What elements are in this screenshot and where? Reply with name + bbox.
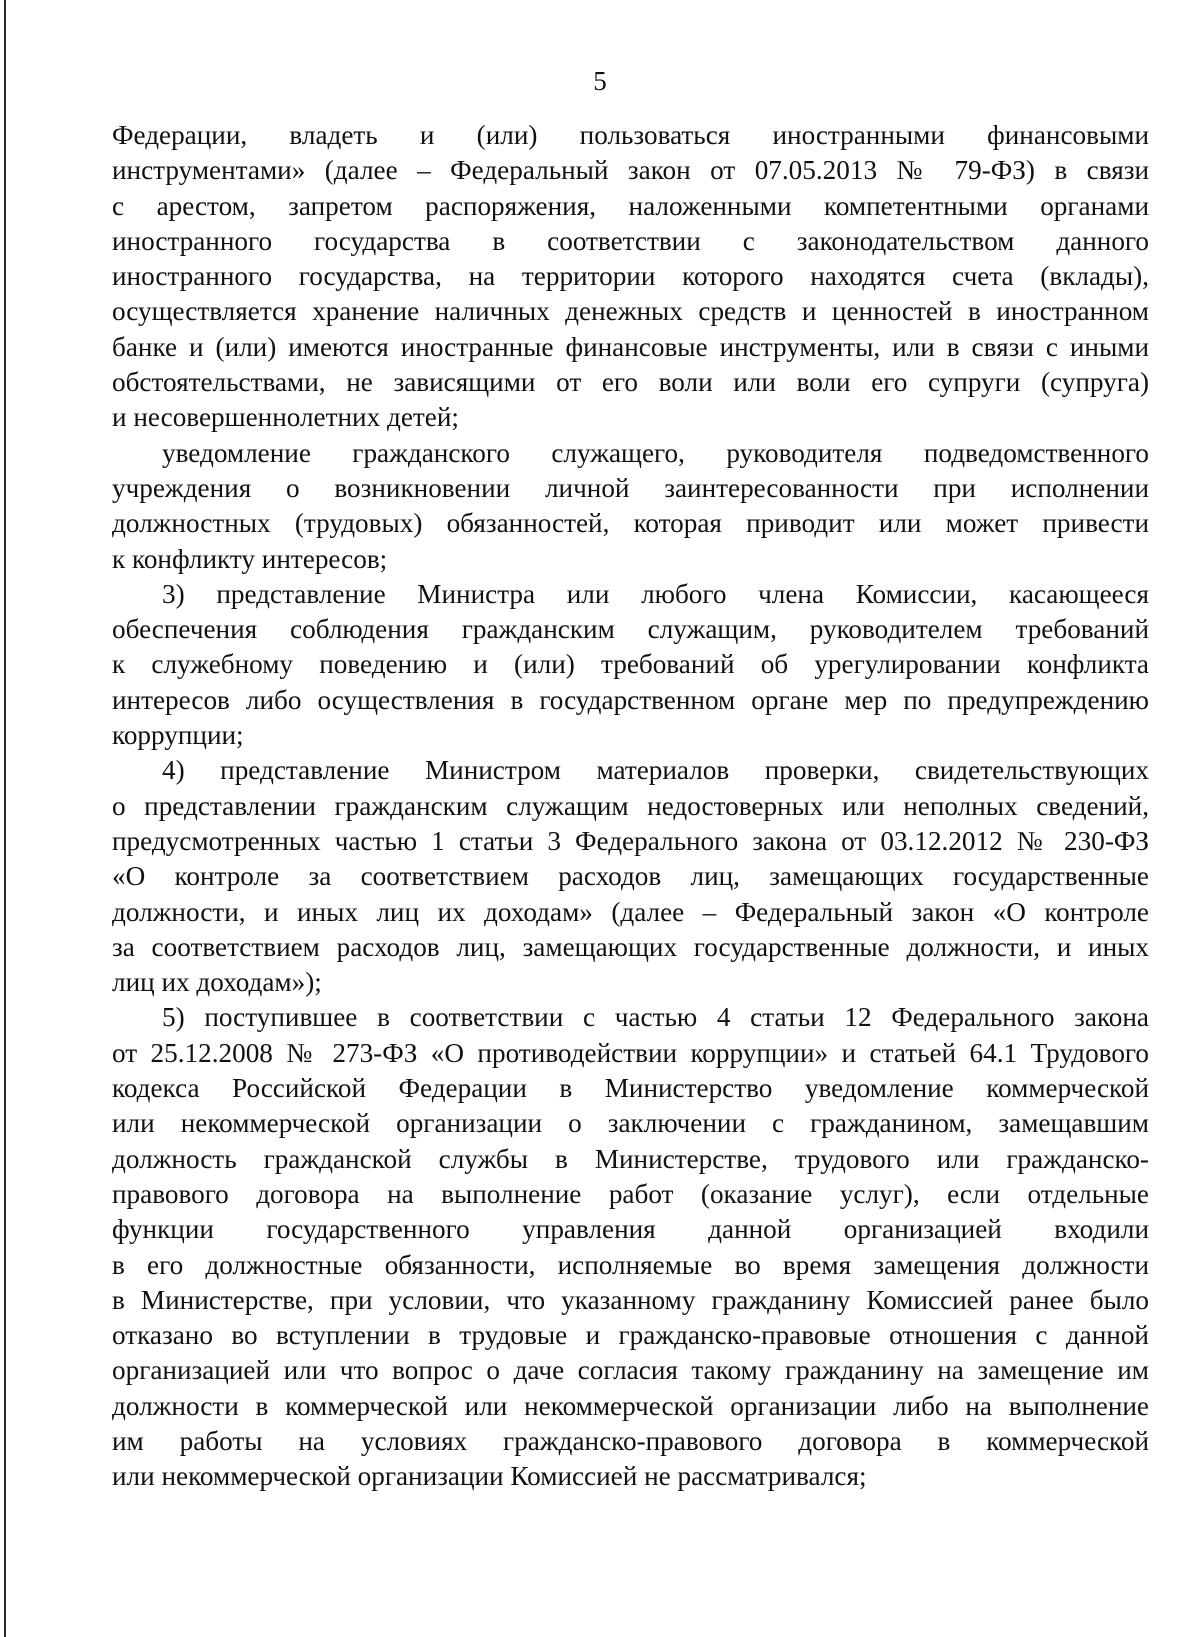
text-line: банке и (или) имеются иностранные финансовые инструменты, или в связи с иными [112,331,1149,362]
document-body [112,118,1149,1495]
text-line: осуществляется хранение наличных денежных средств и ценностей в иностранном [112,296,1149,327]
text-line: Федерации, владеть и (или) пользоваться иностранными финансовыми [112,120,1149,150]
text-line: или некоммерческой организации Комиссией не рассматривался; [112,1461,867,1492]
text-line: им работы на условиях гражданско-правового договора в коммерческой [112,1425,1149,1456]
text-line: должность гражданской службы в Министерстве, трудового или гражданско- [112,1143,1149,1174]
paragraph-notification [112,436,1149,577]
text-line: к конфликту интересов; [112,543,388,574]
text-line: от 25.12.2008 № 273-ФЗ «О противодействии коррупции» и статьей 64.1 Трудового [112,1037,1149,1068]
paragraph-item-3 [112,577,1149,753]
text-line: учреждения о возникновении личной заинтересованности при исполнении [112,472,1149,503]
text-line: должности в коммерческой или некоммерческой организации либо на выполнение [112,1390,1149,1421]
text-line: к служебному поведению и (или) требований об урегулировании конфликта [112,649,1149,680]
text-line: организацией или что вопрос о даче согласия такому гражданину на замещение им [112,1355,1149,1386]
text-line: лиц их доходам»); [112,967,322,998]
text-line: о представлении гражданским служащим недостоверных или неполных сведений, [112,790,1149,821]
text-line: интересов либо осуществления в государственном органе мер по предупреждению [112,684,1149,715]
scan-edge-line [4,0,6,1637]
page-number: 5 [593,66,607,96]
text-line: правового договора на выполнение работ (оказание услуг), если отдельные [112,1178,1149,1209]
text-line: обстоятельствами, не зависящими от его воли или воли его супруги (супруга) [112,367,1149,398]
text-line: иностранного государства, на территории которого находятся счета (вклады), [112,261,1149,292]
text-line: 4) представление Министром материалов проверки, свидетельствующих [162,755,1149,786]
text-line: предусмотренных частью 1 статьи 3 Федерального закона от 03.12.2012 № 230-ФЗ [112,825,1149,856]
text-line: или некоммерческой организации о заключении с гражданином, замещавшим [112,1108,1149,1139]
text-line: за соответствием расходов лиц, замещающих государственные должности, и иных [112,931,1149,962]
text-line: и несовершеннолетних детей; [112,402,459,433]
text-line: 3) представление Министра или любого члена Комиссии, касающееся [162,578,1149,609]
paragraph-item-4 [112,753,1149,1000]
text-line: кодекса Российской Федерации в Министерство уведомление коммерческой [112,1073,1149,1104]
text-line: с арестом, запретом распоряжения, наложенными компетентными органами [112,190,1149,221]
text-line: в его должностные обязанности, исполняемые во время замещения должности [112,1249,1149,1280]
text-line: должностных (трудовых) обязанностей, которая приводит или может привести [112,508,1149,539]
text-line: иностранного государства в соответствии с законодательством данного [112,225,1149,256]
text-line: 5) поступившее в соответствии с частью 4 статьи 12 Федерального закона [162,1002,1149,1033]
text-line: инструментами» (далее – Федеральный закон от 07.05.2013 № 79-ФЗ) в связи [112,155,1149,186]
text-line: отказано во вступлении в трудовые и гражданско-правовые отношения с данной [112,1320,1149,1351]
text-line: функции государственного управления данной организацией входили [112,1214,1149,1245]
paragraph-item-5 [112,1000,1149,1494]
text-line: обеспечения соблюдения гражданским служащим, руководителем требований [112,614,1149,645]
paragraph-continuation [112,118,1149,436]
text-line: в Министерстве, при условии, что указанному гражданину Комиссией ранее было [112,1284,1149,1315]
text-line: должности, и иных лиц их доходам» (далее – Федеральный закон «О контроле [112,896,1149,927]
text-line: «О контроле за соответствием расходов лиц, замещающих государственные [112,861,1149,892]
text-line: коррупции; [112,720,244,751]
text-line: уведомление гражданского служащего, руководителя подведомственного [162,437,1149,468]
